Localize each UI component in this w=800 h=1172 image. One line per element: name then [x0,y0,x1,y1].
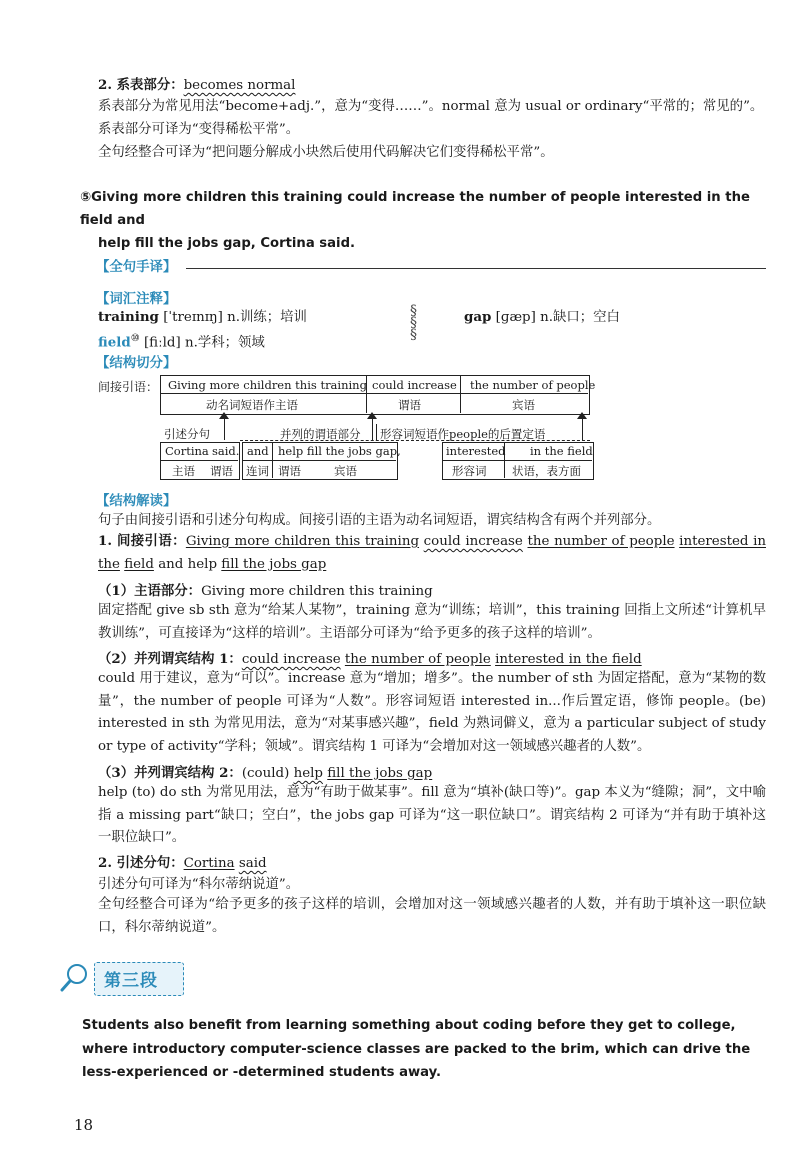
sec2-heading-phrase: becomes normal [183,78,296,93]
divider [243,460,396,461]
explain-p1-b: could increase [423,534,523,549]
explain-sub3-b: help [293,766,323,781]
structure-cut-label: 【结构切分】 [96,356,177,371]
arrow-up-icon [577,412,587,419]
page-number: 18 [74,1116,94,1134]
explain-p1-a: Giving more children this training [185,534,420,549]
magnifier-icon [60,962,90,992]
divider [443,460,592,461]
translate-label: 【全句手译】 [96,260,177,275]
sentence-5-text1: Giving more children this training could increase the number of people interested in the field and [80,190,750,228]
explain-sub1-label: （1）主语部分： [98,583,202,599]
sentence-5-line2: help fill the jobs gap, Cortina said. [98,236,356,251]
dashed-divider [240,440,590,441]
diagram-predicate: 谓语 [210,464,233,478]
explain-p1-f: and help [158,556,218,572]
explain-p2-label: 2. 引述分句： [98,855,184,871]
explain-p2-b: said [238,856,267,871]
sec2-heading [98,76,295,95]
diagram-in-field: in the field [530,444,593,458]
diagram-part2-role: 谓语 [398,398,421,412]
diagram-subject: 主语 [172,464,195,478]
structure-explain-label: 【结构解读】 [96,494,177,509]
sentence-number: ⑤ [80,190,92,205]
explain-p2-body: 引述分句可译为“科尔蒂纳说道”。 [98,877,300,892]
vocab-word-field: field [98,334,131,351]
explain-sub2-b: the number of people [344,652,491,667]
spiral-divider-icon: § § § [410,303,417,343]
arrow-up-icon [219,412,229,419]
explain-p2-a: Cortina [183,856,235,871]
divider [161,460,238,461]
vocab-gap [464,308,620,327]
diagram-adverbial: 状语，表方面 [512,464,581,478]
diagram-obj2: 宾语 [334,464,357,478]
diagram-part3-role: 宾语 [512,398,535,412]
explain-sub2-a: could increase [241,652,341,667]
explain-p1-label: 1. 间接引语： [98,533,186,549]
postmod-label: 形容词短语作people的后置定语 [380,427,546,441]
explain-sub2-c: interested in the field [495,652,642,667]
vocab-word-training: training [98,309,159,325]
vocab-word-gap: gap [464,309,492,325]
diagram-cortina: Cortina [165,444,209,458]
divider [460,375,461,413]
diagram-adj: 形容词 [452,464,487,478]
diagram-part2: could increase [372,378,457,392]
diagram-interested: interested [446,444,506,458]
sec2-line3: 全句经整合可译为“把问题分解成小块然后使用代码解决它们变得稀松平常”。 [98,145,554,160]
vocab-def-training: [ˈtreɪnɪŋ] n.训练；培训 [163,310,307,325]
explain-sub2-body: could 用于建议，意为“可以”。increase 意为“增加；增多”。the number of sth 为固定搭配，意为“某物的数量”，the number of people 可译为“人数”。形容词短语 interested in...作后置定语，修饰 people。(be) interested in sth 为常见用法，意为“对某事感兴趣”，field 为熟词僻义，意为 a particular subject of study or type of activity“学科；领域”。谓宾结构 1 可译为“会增加对这一领域感兴趣者的人数”。 [98,671,766,754]
explain-sub1 [98,582,433,601]
explain-sub3 [98,764,432,783]
translate-blank-line [186,268,766,269]
explain-sub1-body: 固定搭配 give sb sth 意为“给某人某物”，training 意为“训练；培训”，this training 回指上文所述“计算机早教训练”，可直接译为“这样的培训”。主语部分可译为“给予更多的孩子这样的培训”。 [98,603,766,641]
sentence-5 [80,186,770,255]
explain-p1-d: interested in the [98,534,766,572]
divider [272,442,273,478]
section3-paragraph: Students also benefit from learning something about coding before they get to college, where introductory computer-science classes are packed to the brim, which can drive the less-experienced or -determined students away. [82,1018,751,1080]
explain-sub1-text: Giving more children this training [201,584,433,599]
vocab-training [98,308,307,327]
explain-intro: 句子由间接引语和引述分句构成。间接引语的主语为动名词短语，谓宾结构含有两个并列部分。 [98,513,661,528]
sec2-line2: 系表部分可译为“变得稀松平常”。 [98,122,300,137]
explain-sub3-label: （3）并列谓宾结构 2： [98,765,242,781]
sec2-heading-num: 2. 系表部分： [98,77,184,93]
explain-final: 全句经整合可译为“给予更多的孩子这样的培训，会增加对这一领域感兴趣者的人数，并有助于填补这一职位缺口，科尔蒂纳说道”。 [98,897,766,935]
section-title: 第三段 [104,971,158,991]
explain-sub3-c: fill the jobs gap [327,766,433,781]
divider [376,424,377,440]
explain-sub3-body: help (to) do sth 为常见用法，意为“有助于做某事”。fill 意为“填补(缺口等)”。gap 本义为“缝隙；洞”，文中喻指 a missing part“缺口；空白”，the jobs gap 可译为“这一职位缺口”。谓宾结构 2 可译为“并有助于填补这一职位缺口”。 [98,785,766,845]
explain-p1 [98,530,766,576]
vocab-field [98,330,265,352]
sec2-line1: 系表部分为常见用法“become+adj.”，意为“变得……”。normal 意为 usual or ordinary“平常的；常见的”。 [98,99,764,114]
diagram-part1-role: 动名词短语作主语 [206,398,298,412]
vocab-def-gap: [ɡæp] n.缺口；空白 [495,310,620,325]
indirect-speech-label: 间接引语： [98,380,159,394]
diagram-part3: the number of people [470,378,596,392]
divider [161,393,588,394]
vocab-def-field: [fiːld] n.学科；领域 [143,335,265,351]
diagram-and: and [247,444,269,458]
explain-p1-c: the number of people [527,534,675,549]
diagram-pred2: 谓语 [278,464,301,478]
diagram-conj: 连词 [246,464,269,478]
explain-p1-e: field [124,556,154,572]
explain-sub3-a: (could) [241,766,290,781]
diagram-said: said. [212,444,240,458]
explain-p2 [98,854,267,873]
explain-sub2-label: （2）并列谓宾结构 1： [98,651,242,667]
arrow-up-icon [367,412,377,419]
star-icon: ⑩ [130,333,140,344]
reporting-label: 引述分句 [164,427,210,441]
explain-sub2 [98,650,642,669]
diagram-help-fill: help fill the jobs gap, [278,444,401,458]
parallel-label: 并列的谓语部分 [280,427,361,441]
explain-p1-g: fill the jobs gap [221,556,327,572]
sentence-5-line1 [80,186,770,232]
diagram-part1: Giving more children this training [168,378,367,392]
vocab-label: 【词汇注释】 [96,292,177,307]
